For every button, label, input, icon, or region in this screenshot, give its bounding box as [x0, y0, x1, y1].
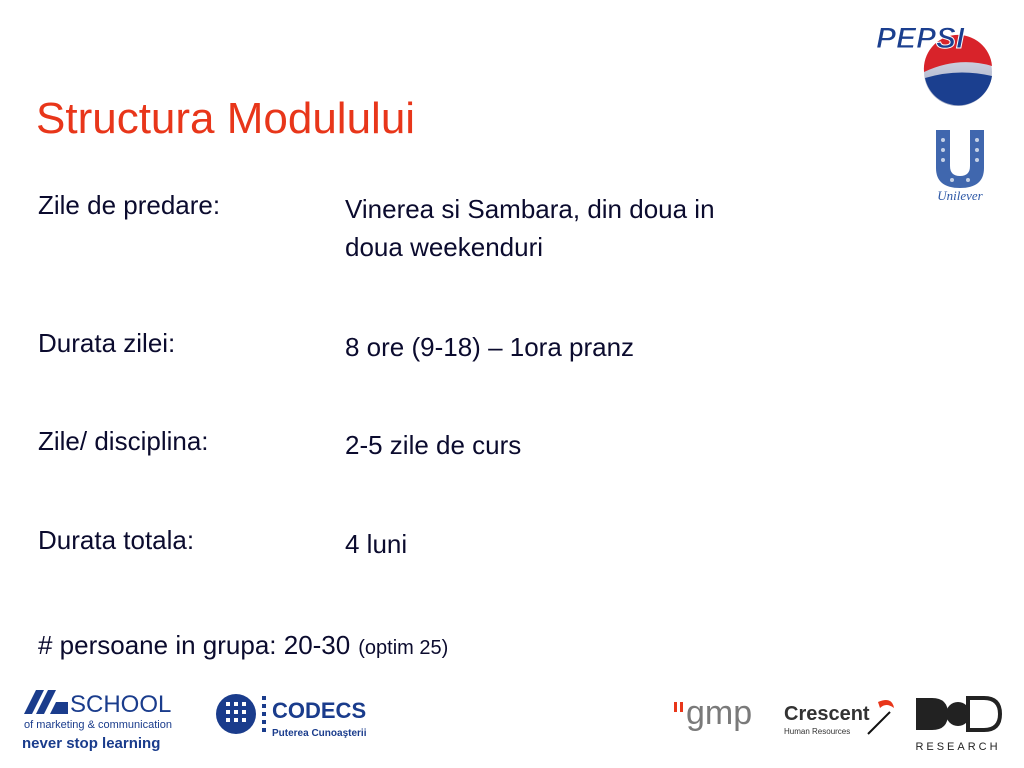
- codecs-name: CODECS: [272, 698, 367, 723]
- gmp-wordmark: gmp: [686, 694, 753, 732]
- row-value: 4 luni: [345, 529, 408, 559]
- row-label: Durata zilei:: [38, 328, 176, 358]
- group-line: [38, 630, 448, 661]
- gmp-logo: [672, 692, 768, 738]
- iaa-school-logo: [20, 688, 198, 754]
- row-value-line1: Vinerea si Sambara, din doua in: [345, 194, 715, 224]
- group-text: # persoane in grupa: 20-30: [38, 630, 351, 660]
- dd-research-tagline: RESEARCH: [915, 741, 1001, 753]
- unilever-logo: [922, 126, 998, 204]
- iaa-school-line1: of marketing & communication: [24, 719, 172, 731]
- row-label: Zile de predare:: [38, 190, 221, 220]
- crescent-name: Crescent: [784, 703, 870, 725]
- unilever-wordmark: Unilever: [937, 188, 983, 203]
- pepsi-logo: [872, 18, 998, 108]
- group-note: (optim 25): [358, 637, 449, 659]
- row-value: [345, 190, 715, 266]
- pepsi-wordmark: PEPSI: [876, 22, 965, 55]
- slide-title: Structura Modulului: [36, 94, 416, 143]
- crescent-logo: [782, 694, 900, 742]
- row-label: Zile/ disciplina:: [38, 426, 209, 456]
- iaa-school-brand: SCHOOL: [70, 691, 172, 718]
- codecs-logo: [214, 690, 384, 746]
- row-value: 2-5 zile de curs: [345, 430, 522, 460]
- dd-research-logo: [912, 694, 1004, 754]
- row-value-line2: doua weekenduri: [345, 232, 544, 262]
- iaa-school-line2: never stop learning: [22, 735, 161, 752]
- crescent-tagline: Human Resources: [784, 727, 851, 736]
- row-value: 8 ore (9-18) – 1ora pranz: [345, 332, 635, 362]
- codecs-tagline: Puterea Cunoaşterii: [272, 728, 367, 739]
- row-label: Durata totala:: [38, 525, 195, 555]
